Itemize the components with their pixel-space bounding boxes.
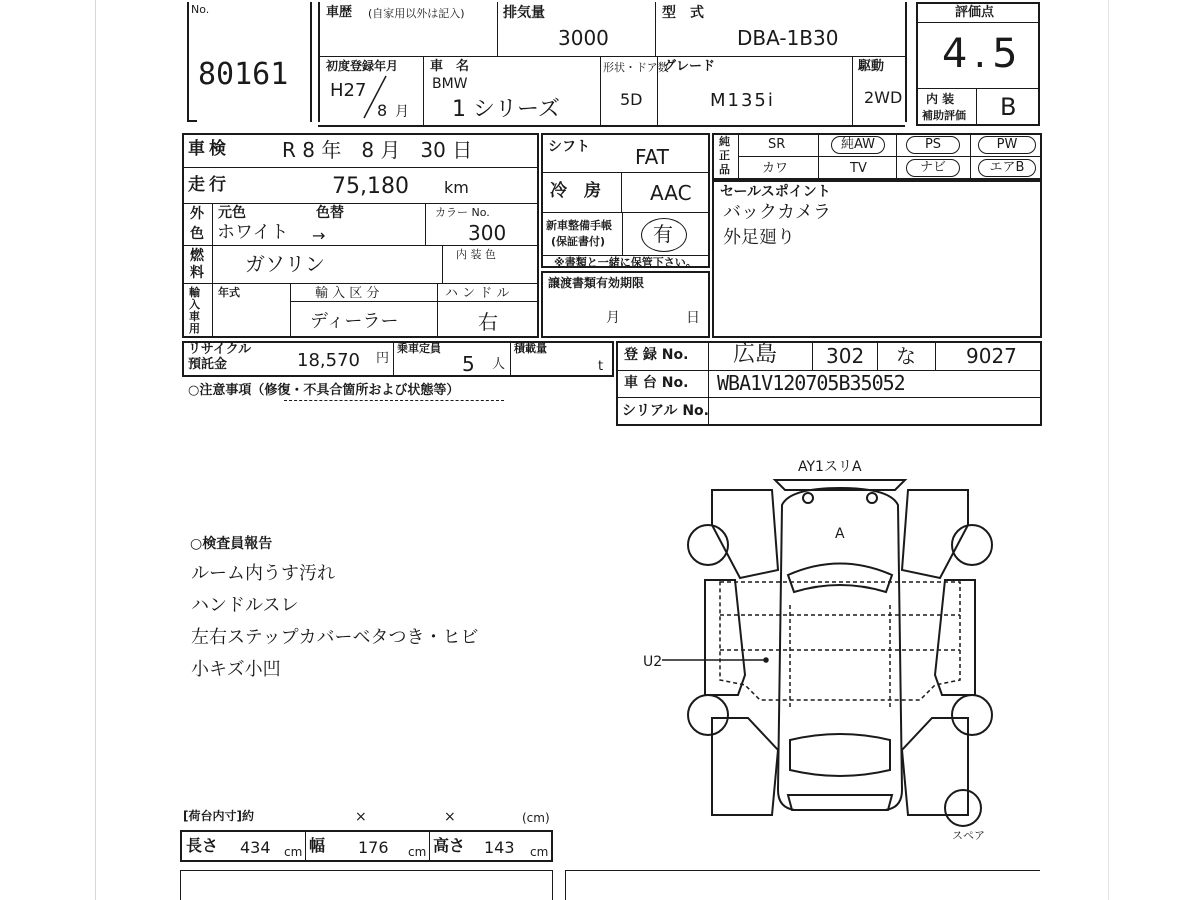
handle-label: ハ ン ド ル xyxy=(445,286,510,301)
cargo-x2: × xyxy=(444,809,456,825)
shift-label: シフト xyxy=(548,139,590,155)
drive-label: 駆動 xyxy=(858,59,885,74)
capacity-label: 乗車定員 xyxy=(397,342,441,355)
equip-leather: カワ xyxy=(762,161,789,176)
color-no-label: カラー No. xyxy=(435,206,490,219)
cargo-length: 434 xyxy=(240,838,271,857)
mileage-unit: km xyxy=(444,178,469,197)
caution-label: ○注意事項（修復・不具合箇所および状態等） xyxy=(188,383,460,398)
load-unit: t xyxy=(598,359,604,374)
maker: BMW xyxy=(432,76,468,92)
manual-label-1: 新車整備手帳 xyxy=(546,219,612,232)
grade-label: グレード xyxy=(663,59,716,74)
recycle-amount: 18,570 xyxy=(297,350,360,371)
doors-label: 形状・ドア数 xyxy=(603,61,669,74)
cargo-height-label: 高さ xyxy=(433,836,466,855)
equipment-label-3: 品 xyxy=(719,163,730,176)
orig-color: ホワイト xyxy=(217,222,289,243)
import-type: ディーラー xyxy=(310,311,399,332)
lot-number: 80161 xyxy=(198,57,289,92)
ext-color-label-1: 外 xyxy=(190,206,204,222)
car-name: 1 シリーズ xyxy=(452,97,560,122)
displacement-value: 3000 xyxy=(558,26,609,50)
history-label: 車歴 xyxy=(326,5,353,20)
fuel-value: ガソリン xyxy=(245,252,325,276)
reg-kana: な xyxy=(896,344,916,368)
inspector-line: ルーム内うす汚れ xyxy=(191,563,335,584)
doors-value: 5D xyxy=(620,90,643,109)
score-value: 4.5 xyxy=(942,31,1024,77)
displacement-label: 排気量 xyxy=(503,5,545,21)
first-reg-month: 8 xyxy=(377,101,388,120)
ac-value: AAC xyxy=(650,181,692,205)
import-type-label: 輸 入 区 分 xyxy=(315,286,380,301)
page-edge xyxy=(1108,0,1109,900)
interior-score: B xyxy=(1000,93,1017,121)
first-reg-year: H27 xyxy=(330,80,367,101)
handle-value: 右 xyxy=(478,310,498,334)
cargo-x1: × xyxy=(355,809,367,825)
chassis-number: WBA1V120705B35052 xyxy=(717,371,905,395)
reg-area: 広島 xyxy=(733,342,778,367)
ac-label: 冷 房 xyxy=(550,181,601,201)
manual-label-2: (保証書付) xyxy=(551,235,606,248)
serial-label: シリアル No. xyxy=(622,403,709,419)
grade-value: M135i xyxy=(710,90,775,111)
repaint-label: 色替 xyxy=(316,205,344,221)
equip-ps: PS xyxy=(906,136,960,154)
name-label: 車 名 xyxy=(430,59,470,74)
cargo-unit: (cm) xyxy=(522,811,550,825)
car-outline-diagram xyxy=(640,470,1040,850)
inspection-date: R 8 年 8 月 30 日 xyxy=(282,138,473,162)
interior-color-label: 内 装 色 xyxy=(456,248,496,261)
doc-expiry-label: 譲渡書類有効期限 xyxy=(548,276,645,290)
equip-aw: 純AW xyxy=(831,136,885,154)
shift-value: FAT xyxy=(635,145,670,169)
lot-label: No. xyxy=(191,3,210,16)
orig-color-label: 元色 xyxy=(218,205,246,221)
inspector-line: 左右ステップカバーベタつき・ヒビ xyxy=(191,627,479,648)
diagram-side-note: U2 xyxy=(643,654,663,670)
cargo-height: 143 xyxy=(484,838,515,857)
equip-airbag: エアB xyxy=(978,159,1036,177)
manual-note: ※書類と一緒に保管下さい。 xyxy=(554,256,697,269)
first-reg-month-unit: 月 xyxy=(395,104,409,120)
load-label: 積載量 xyxy=(514,342,547,355)
doc-day-unit: 日 xyxy=(686,310,700,326)
sales-point-line: バックカメラ xyxy=(723,202,831,223)
inspector-line: 小キズ小凹 xyxy=(191,659,281,680)
cargo-height-unit: cm xyxy=(530,845,549,859)
interior-score-label-2: 補助評価 xyxy=(922,109,966,122)
equip-sr: SR xyxy=(768,137,786,152)
mileage-label: 走行 xyxy=(188,175,230,195)
equipment-label-2: 正 xyxy=(719,149,730,162)
reg-number: 9027 xyxy=(966,344,1017,368)
cargo-width: 176 xyxy=(358,838,389,857)
chassis-label: 車 台 No. xyxy=(624,375,689,391)
repaint-arrow: → xyxy=(312,226,326,245)
year-label: 年式 xyxy=(218,286,240,299)
drive-value: 2WD xyxy=(864,88,903,107)
spare-label: スペア xyxy=(952,829,985,842)
capacity-value: 5 xyxy=(462,352,475,376)
model-code: DBA-1B30 xyxy=(737,26,839,50)
sales-point-line: 外足廻り xyxy=(723,227,795,248)
diagram-top-note: AY1スリA xyxy=(798,459,862,475)
equip-navi: ナビ xyxy=(906,159,960,177)
recycle-label-1: リサイクル xyxy=(188,342,252,357)
equipment-label-1: 純 xyxy=(719,135,730,148)
reg-class: 302 xyxy=(826,344,865,368)
diagram-roof-note: A xyxy=(835,526,845,542)
score-label: 評価点 xyxy=(955,5,995,20)
recycle-unit: 円 xyxy=(376,351,390,366)
fuel-label-2: 料 xyxy=(190,265,204,281)
recycle-label-2: 預託金 xyxy=(188,357,228,372)
inspector-label: ○検査員報告 xyxy=(190,536,273,552)
cargo-width-unit: cm xyxy=(408,845,427,859)
first-reg-label: 初度登録年月 xyxy=(326,59,399,73)
sales-point-label: セールスポイント xyxy=(720,184,831,200)
equip-tv: TV xyxy=(850,161,867,176)
model-label: 型 式 xyxy=(662,5,704,21)
color-no: 300 xyxy=(468,221,507,245)
equip-pw: PW xyxy=(978,136,1036,154)
cargo-length-label: 長さ xyxy=(186,836,219,855)
manual-value: 有 xyxy=(653,222,673,246)
history-note: (自家用以外は記入) xyxy=(368,7,465,20)
lot-bracket xyxy=(187,2,189,122)
doc-month-unit: 月 xyxy=(606,310,620,326)
interior-score-label-1: 内 装 xyxy=(926,92,955,106)
inspection-label: 車検 xyxy=(188,139,230,159)
cargo-label: [荷台内寸]約 xyxy=(183,809,254,823)
mileage-value: 75,180 xyxy=(332,174,409,199)
fuel-label-1: 燃 xyxy=(190,248,204,264)
cargo-width-label: 幅 xyxy=(309,836,326,855)
capacity-unit: 人 xyxy=(492,357,506,372)
page-edge xyxy=(95,0,96,900)
inspector-line: ハンドルスレ xyxy=(191,595,299,616)
cargo-length-unit: cm xyxy=(284,845,303,859)
reg-label: 登 録 No. xyxy=(624,347,689,363)
ext-color-label-2: 色 xyxy=(190,226,204,242)
import-label: 輸入車用 xyxy=(189,286,200,335)
